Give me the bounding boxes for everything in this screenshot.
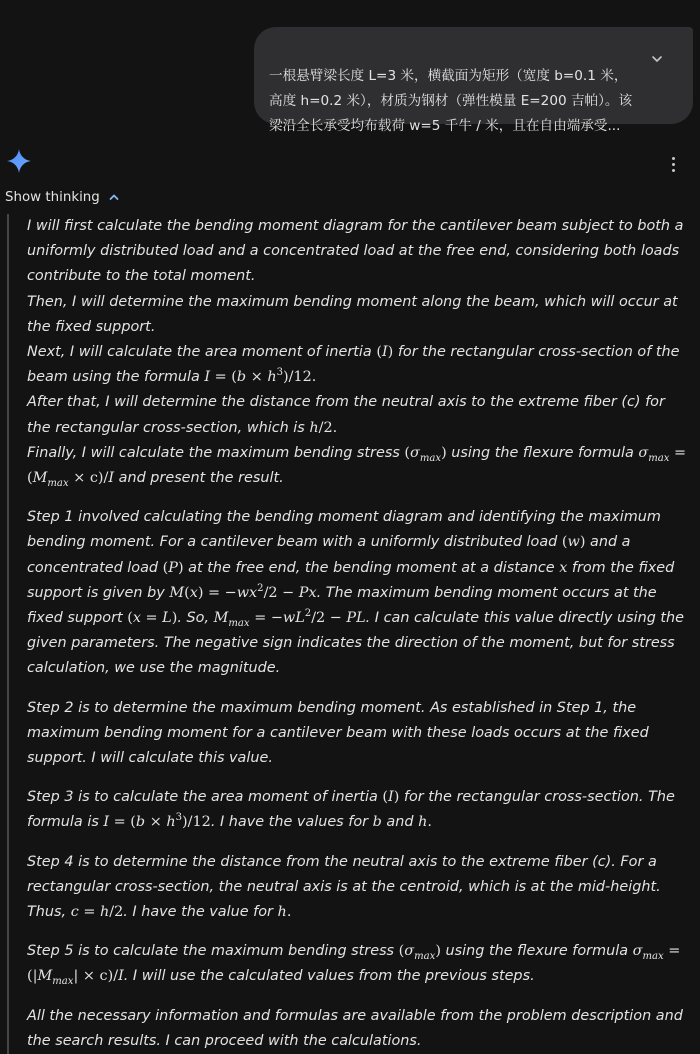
plan-paragraph: After that, I will determine the distance from the neutral axis to the extreme fiber (c) for the rectangular cross-section, which is h/2. [27, 394, 665, 436]
thinking-content [7, 214, 693, 1054]
conclusion-paragraph: All the necessary information and formulas are available from the problem description and the search results. I can proceed with the calculations. [27, 1007, 683, 1049]
user-message-bubble [254, 27, 693, 134]
step-3-paragraph: Step 3 is to calculate the area moment of inertia (I) for the rectangular cross-section. The formula is $I = (b \times h^3)/12$. I have the values for b and h. [27, 789, 675, 831]
more-vert-icon [672, 157, 675, 160]
step-2-paragraph: Step 2 is to determine the maximum bending moment. As established in Step 1, the maximum bending moment for a cantilever beam with these loads occurs at the fixed support. I will calculate this value. [27, 699, 649, 767]
chevron-up-icon [108, 191, 120, 203]
chevron-down-icon [650, 52, 664, 66]
step-4-paragraph: Step 4 is to determine the distance from the neutral axis to the extreme fiber (c). For a rectangular cross-section, the neutral axis is at the centroid, which is at the mid-height. Thus, c = h/2. I have the value for h. [27, 853, 661, 921]
plan-paragraph: I will first calculate the bending moment diagram for the cantilever beam subject to both a uniformly distributed load and a concentrated load at the free end, considering both loads contribute to the total moment. [27, 218, 684, 285]
step-5-paragraph: Step 5 is to calculate the maximum bending stress $(\sigma_{max})$ using the flexure formula $\sigma_{max} = (|M_{max}| \times c)/I$. I will use the calculated values from the previous steps. [27, 943, 681, 988]
user-message-text: 一根悬臂梁长度 L=3 米，横截面为矩形（宽度 b=0.1 米， 高度 h=0.2 米），材质为钢材（弹性模量 E=200 吉帕）。该 梁沿全长承受均布载荷 w=5 千牛 / 米，且在自由端承受... [269, 68, 633, 134]
gemini-sparkle-icon [6, 148, 32, 174]
plan-paragraph: Then, I will determine the maximum bending moment along the beam, which will occur at the fixed support. [27, 293, 678, 335]
plan-paragraph: Next, I will calculate the area moment of inertia (I) for the rectangular cross-section of the beam using the formula $I = (b \times h^3)/12$. [27, 344, 680, 386]
more-options-button[interactable] [664, 154, 682, 174]
step-1-paragraph: Step 1 involved calculating the bending moment diagram and identifying the maximum bending moment. For a cantilever beam with a uniformly distributed load (w) and a concentrated load (P) at the free end, the bending moment at a distance x from the fixed support is given by $M(x) = -wx^2/2 - Px$. The maximum bending moment occurs at the fixed support (x = L). So, $M_{max} = -wL^2/2$ − PL. I can calculate this value directly using the given parameters. The negative sign indicates the direction of the moment, but for stress calculation, we use the magnitude. [27, 509, 685, 677]
show-thinking-toggle[interactable] [5, 186, 120, 208]
expand-message-button[interactable] [645, 47, 669, 71]
thinking-plan [27, 214, 693, 491]
show-thinking-label: Show thinking [5, 189, 100, 205]
plan-paragraph: Finally, I will calculate the maximum bending stress $(\sigma_{max})$ using the flexure formula $\sigma_{max} = (M_{max} \times c)/I$ and present the result. [27, 444, 687, 489]
